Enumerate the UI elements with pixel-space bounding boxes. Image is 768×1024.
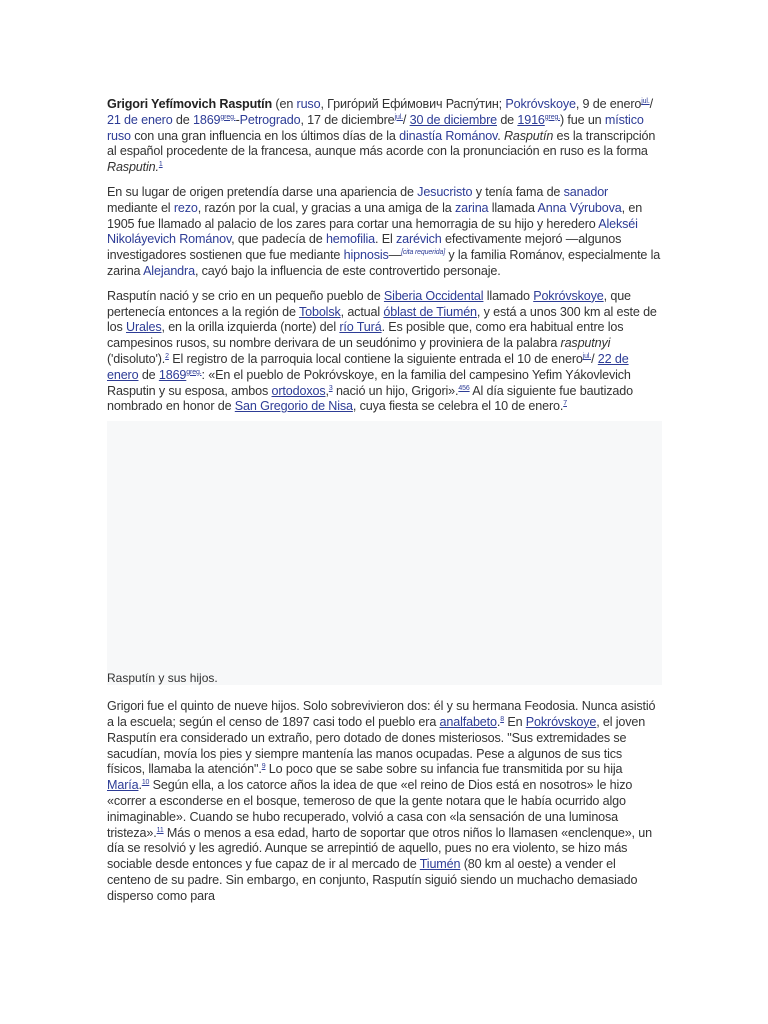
ref-9[interactable]: 9 [261, 763, 266, 771]
link-1869[interactable]: 1869 [158, 367, 187, 382]
ref-456[interactable]: 456 [458, 384, 470, 392]
link-22-enero[interactable]: 22 de enero [107, 351, 629, 382]
note-jul[interactable]: jul. [582, 352, 592, 360]
birth-paragraph: Rasputín nació y se crio en un pequeño pueblo de Siberia Occidental llamado Pokróvskoye, que pertenecía entonces a la región de Tobolsk, actual óblast de Tiumén, y está a unos 300 km al este de los Urales, en la orilla izquierda (norte) del río Turá. Es posible que, como era habitual entre los campesinos rusos, su nombre derivara de un seudónimo y proviniera de la palabra rasputnyi ('disoluto').$^2$ El registro de la parroquia local contiene la siguiente entrada el 10 de enero$^{jul.}$/ 22 de enero de 1869$^{greg.}$: «En el pueblo de Pokróvskoye, en la familia del campesino Yefim Yákovlevich Rasputin y su esposa, ambos ortodoxos,$^3$ nació un hijo, Grigori».$^{456}$ Al día siguiente fue bautizado nombrado en honor de San Gregorio de Nisa, cuya fiesta se celebra el 10 de enero.$^7$ [107, 288, 657, 414]
link-zarevich[interactable]: zarévich [395, 232, 442, 247]
link-pokrovskoye[interactable]: Pokróvskoye [533, 288, 604, 303]
link-siberia-occidental[interactable]: Siberia Occidental [383, 288, 484, 303]
note-greg[interactable]: greg. [544, 113, 561, 121]
note-jul[interactable]: jul. [641, 98, 650, 105]
link-alejandra[interactable]: Alejandra [143, 263, 195, 278]
link-hemofilia[interactable]: hemofilia [325, 232, 375, 247]
note-greg[interactable]: greg. [186, 368, 202, 376]
intro-paragraph: Grigori Yefímovich Rasputín (en ruso, Григо́рий Ефи́мович Распу́тин; Pokróvskoye, 9 de enero$^{jul.}$/ 21 de enero de 1869$^{greg.}$-Petrogrado, 17 de diciembre$^{jul.}$/ 30 de diciembre de 1916$^{greg.}$) fue un místico ruso con una gran influencia en los últimos días de la dinastía Románov. Rasputín es la transcripción al español procedente de la francesa, aunque más acorde con la pronunciación en ruso es la forma Rasputin.$^1$ [107, 97, 656, 175]
note-greg[interactable]: greg. [220, 113, 236, 121]
link-sanador[interactable]: sanador [563, 184, 609, 199]
link-aleksei[interactable]: Alekséi Nikoláyevich Románov [107, 216, 638, 247]
link-rezo[interactable]: rezo [173, 200, 198, 215]
link-1869[interactable]: 1869 [192, 112, 221, 127]
ref-3[interactable]: 3 [328, 384, 333, 392]
figure-caption: Rasputín y sus hijos. [107, 671, 218, 686]
link-ruso[interactable]: ruso [296, 97, 321, 111]
link-mistico[interactable]: místico [604, 112, 644, 127]
link-dinastia-romanov[interactable]: dinastía Románov [399, 128, 498, 143]
childhood-paragraph: Grigori fue el quinto de nueve hijos. Solo sobrevivieron dos: él y su hermana Feodosia. Nunca asistió a la escuela; según el censo de 1897 casi todo el pueblo era analfabeto.$^8$ En Pokróvskoye, el joven Rasputín era considerado un extraño, pero dotado de dones misteriosos. "Sus extremidades se sacudían, movía los pies y siempre mantenía las manos ocupadas. Pese a algunos de sus tics físicos, llamaba la atención".$^9$ Lo poco que se sabe sobre su infancia fue transmitida por su hija María.$^{10}$ Según ella, a los catorce años la idea de que «el reino de Dios está en nosotros» le hizo «correr a esconderse en el bosque, temeroso de que la gente notara que le había ocurrido algo inimaginable». Cuando se hubo recuperado, volvió a casa con «la sensación de una luminosa tristeza».$^{11}$ Más o menos a esa edad, harto de soportar que otros niños lo llamasen «enclenque», un día se resolvió y les agredió. Aunque se arrepintió de aquello, pues no era violento, se hizo más sociable desde entonces y fue capaz de ir al mercado de Tiumén (80 km al oeste) a vender el centeno de su padre. Sin embargo, en conjunto, Rasputín siguió siendo un muchacho demasiado disperso como para [107, 699, 656, 903]
ref-8[interactable]: 8 [500, 715, 504, 723]
link-ortodoxos[interactable]: ortodoxos [271, 383, 326, 398]
link-pokrovskoye[interactable]: Pokróvskoye [525, 714, 597, 729]
link-tobolsk[interactable]: Tobolsk [298, 304, 341, 319]
ref-10[interactable]: 10 [141, 779, 150, 787]
link-san-gregorio-de-nisa[interactable]: San Gregorio de Nisa [234, 399, 353, 414]
ref-11[interactable]: 11 [156, 826, 164, 834]
article-subject-name: Grigori Yefímovich Rasputín [107, 97, 273, 111]
origin-paragraph: En su lugar de origen pretendía darse una apariencia de Jesucristo y tenía fama de sanador mediante el rezo, razón por la cual, y gracias a una amiga de la zarina llamada Anna Výrubova, en 1905 fue llamado al palacio de los zares para cortar una hemorragia de su hijo y heredero Alekséi Nikoláyevich Románov, que padecía de hemofilia. El zarévich efectivamente mejoró —algunos investigadores sostienen que fue mediante hipnosis—[cita requerida] y la familia Románov, especialmente la zarina Alejandra, cayó bajo la influencia de este controvertido personaje. [107, 184, 661, 278]
ref-7[interactable]: 7 [563, 400, 567, 408]
link-1916[interactable]: 1916 [517, 112, 545, 127]
link-analfabeto[interactable]: analfabeto [439, 714, 497, 729]
link-zarina[interactable]: zarina [455, 200, 489, 215]
link-30-diciembre[interactable]: 30 de diciembre [409, 112, 497, 127]
link-ruso-2[interactable]: ruso [107, 128, 131, 143]
link-anna-vyrubova[interactable]: Anna Výrubova [537, 200, 622, 215]
citation-needed[interactable]: [cita requerida] [401, 249, 446, 257]
link-maria[interactable]: María [107, 778, 139, 793]
link-21-enero[interactable]: 21 de enero [107, 112, 173, 127]
figure-image-placeholder [107, 421, 662, 685]
link-hipnosis[interactable]: hipnosis [343, 248, 389, 263]
link-petrogrado[interactable]: Petrogrado [239, 112, 301, 127]
link-pokrovskoye[interactable]: Pokróvskoye [505, 97, 576, 111]
note-jul[interactable]: jul. [394, 113, 403, 121]
link-jesucristo[interactable]: Jesucristo [417, 184, 473, 199]
ref-2[interactable]: 2 [165, 352, 169, 360]
link-urales[interactable]: Urales [126, 320, 162, 335]
article [107, 97, 662, 905]
link-tiumen[interactable]: Tiumén [419, 857, 461, 872]
link-oblast-tiumen[interactable]: óblast de Tiumén [383, 304, 477, 319]
link-rio-tura[interactable]: río Turá [339, 320, 382, 335]
ref-1[interactable]: 1 [158, 161, 163, 169]
